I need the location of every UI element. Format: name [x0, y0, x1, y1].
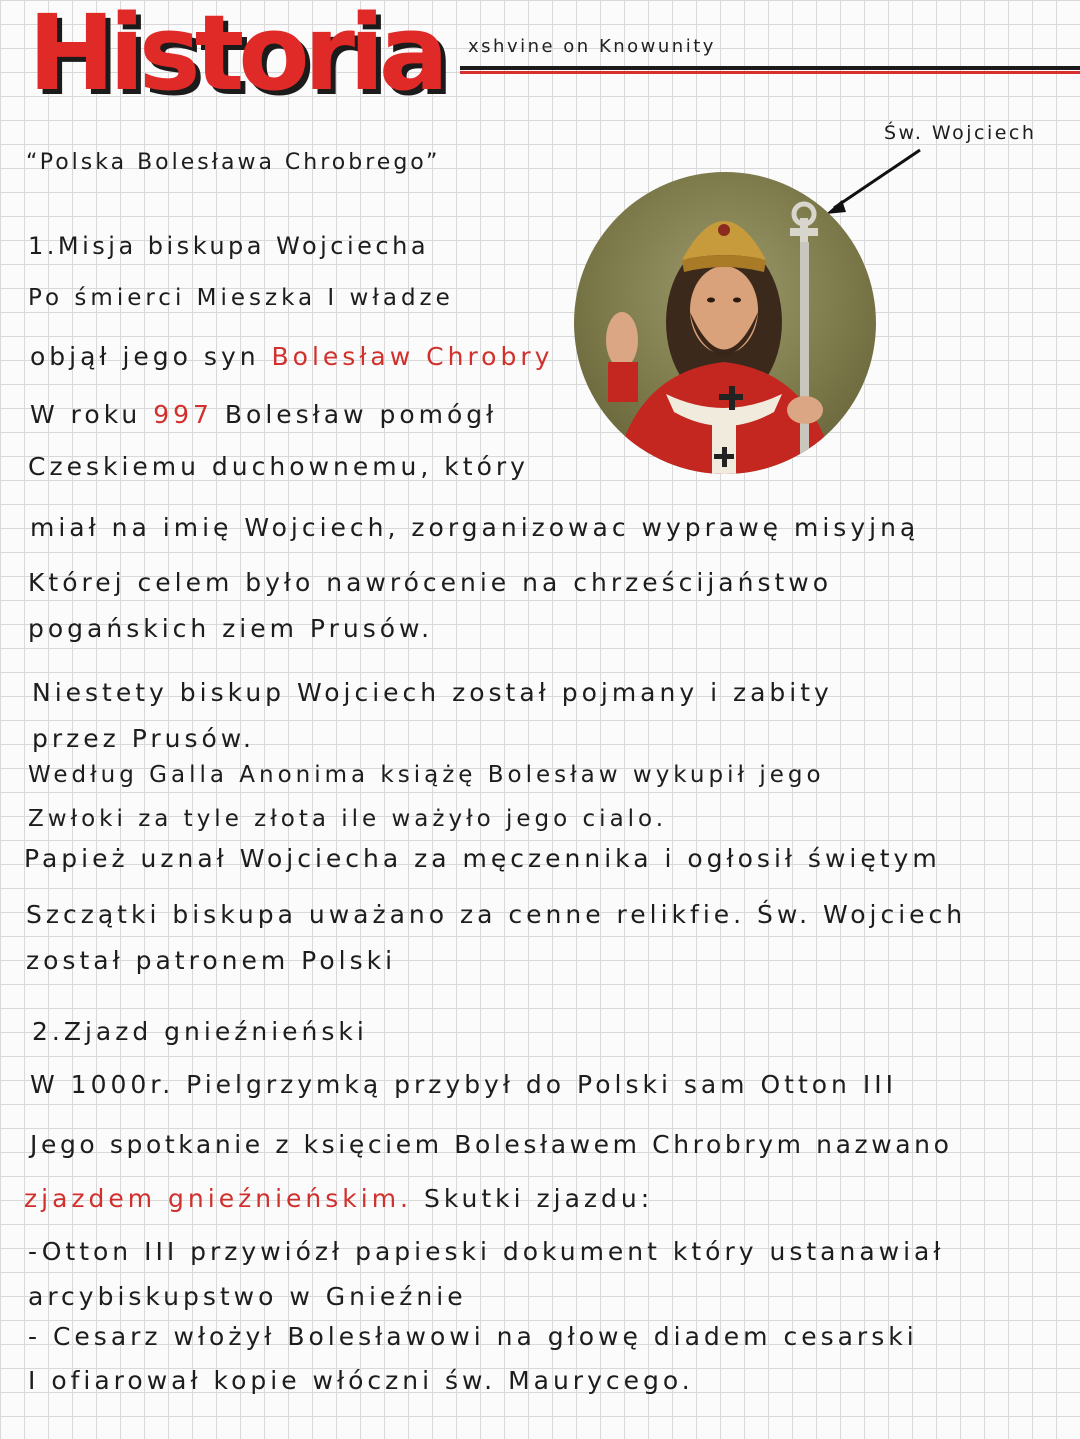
section-heading-mission: 1.Misja biskupa Wojciecha [28, 232, 430, 260]
text-line: został patronem Polski [26, 946, 397, 975]
text-line: Po śmierci Mieszka I władze [28, 285, 454, 311]
saint-portrait-icon [574, 172, 876, 474]
text-line: - Cesarz włożył Bolesławowi na głowę diadem cesarski [28, 1322, 918, 1351]
text-line: W 1000r. Pielgrzymką przybył do Polski sam Otton III [30, 1070, 897, 1099]
text-line: przez Prusów. [32, 724, 255, 753]
section-heading-congress: 2.Zjazd gnieźnieński [32, 1017, 368, 1046]
saint-portrait-image [574, 172, 876, 474]
header-rule-accent [460, 71, 1080, 74]
text-line: Niestety biskup Wojciech został pojmany i zabity [32, 678, 833, 707]
page-title: Historia [28, 0, 443, 114]
text-line: zjazdem gnieźnieńskim. Skutki zjazdu: [24, 1184, 654, 1213]
text-line: objął jego syn Bolesław Chrobry [30, 342, 554, 371]
text-line: W roku 997 Bolesław pomógł [30, 400, 498, 429]
text-line: arcybiskupstwo w Gnieźnie [28, 1282, 467, 1311]
text-line: I ofiarował kopie włóczni św. Maurycego. [28, 1366, 694, 1395]
author-byline: xshvine on Knowunity [468, 36, 716, 57]
text-line: Której celem było nawrócenie na chrześcijaństwo [28, 568, 833, 597]
text-line: Zwłoki za tyle złota ile ważyło jego cialo. [28, 806, 668, 832]
topic-title: “Polska Bolesława Chrobrego” [26, 150, 441, 175]
text-line: Czeskiemu duchownemu, który [28, 452, 529, 481]
text-line: miał na imię Wojciech, zorganizowac wyprawę misyjną [30, 513, 920, 542]
highlight-ruler-name: Bolesław Chrobry [271, 342, 554, 371]
text-line: Jego spotkanie z księciem Bolesławem Chrobrym nazwano [30, 1130, 953, 1159]
text-line: -Otton III przywiózł papieski dokument który ustanawiał [28, 1237, 945, 1266]
highlight-congress: zjazdem gnieźnieńskim. [24, 1184, 412, 1213]
text-line: Papież uznał Wojciecha za męczennika i ogłosił świętym [24, 844, 941, 873]
header-rule [460, 66, 1080, 70]
text-line: pogańskich ziem Prusów. [28, 614, 434, 643]
portrait-caption: Św. Wojciech [884, 122, 1037, 144]
text-line: Według Galla Anonima książę Bolesław wykupił jego [28, 762, 825, 788]
highlight-year: 997 [153, 400, 213, 429]
arrow-icon [820, 144, 930, 224]
text-line: Szczątki biskupa uważano za cenne relikfie. Św. Wojciech [26, 900, 967, 929]
